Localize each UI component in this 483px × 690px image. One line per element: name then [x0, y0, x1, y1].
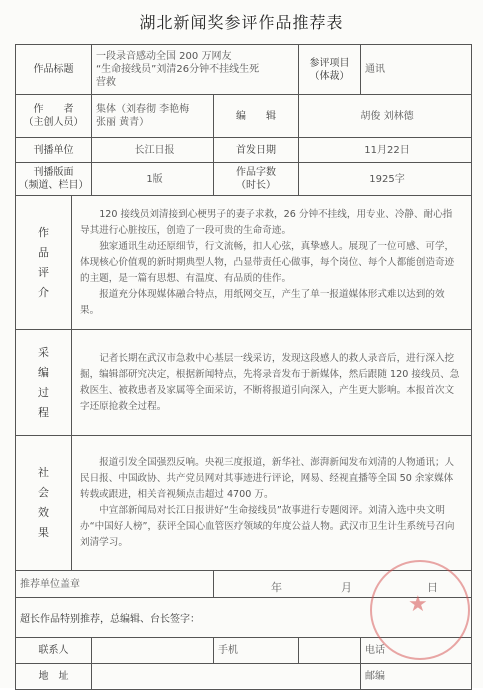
tel-label: 电话: [365, 645, 385, 656]
category-value: 通讯: [361, 45, 472, 95]
publisher-value: 长江日报: [92, 138, 214, 163]
work-title-line1: 一段录音感动全国 200 万网友: [96, 51, 232, 62]
star-icon: ★: [408, 592, 428, 617]
review-label-char: 介: [38, 285, 49, 299]
review-paragraph: 报道充分体现媒体融合特点，用纸网交互，产生了单一报道媒体形式难以达到的效果。: [80, 288, 445, 316]
review-label: [16, 196, 72, 330]
address-field[interactable]: [92, 664, 361, 690]
stamp-date: [214, 571, 472, 598]
category-label-line2: （体裁）: [309, 70, 350, 82]
row-super-long: [16, 598, 472, 638]
tel-label-cell: [361, 638, 472, 664]
stamp-day: 日: [427, 581, 438, 594]
row-publisher: [16, 138, 472, 163]
layout-label-line1: 刊播版面: [33, 167, 74, 178]
review-paragraph: 120 接线员刘清接到心梗男子的妻子求救，26 分钟不挂线，用专业、冷静、耐心指导其进行心脏按压，创造了一段可贵的生命奇迹。: [80, 208, 453, 236]
review-label-char: 作: [38, 225, 49, 239]
row-process: [16, 330, 472, 436]
form-title: 湖北新闻奖参评作品推荐表: [139, 13, 344, 32]
word-count-label: [214, 163, 299, 196]
work-title-line3: 营救: [96, 77, 116, 88]
editor-value: 胡俊 刘林德: [299, 95, 472, 138]
author-value-line2: 张丽 黄青）: [96, 117, 150, 128]
effect-paragraph: 报道引发全国强烈反响。央视三度报道，新华社、澎湃新闻发布刘清的人物通讯；人民日报、中国政协、共产党员网对其事迹进行评论，网易、经视直播等全国 50 余家媒体转载或跟进，相关音视频点击超过 4700 万。: [80, 457, 455, 500]
process-label-char: 过: [38, 385, 49, 399]
first-date-label: 首发日期: [214, 138, 299, 163]
super-long-text: 超长作品特别推荐，总编辑、台长签字：: [16, 598, 472, 638]
process-label-char: 程: [38, 405, 49, 419]
phone-field[interactable]: [299, 638, 361, 664]
work-title-label: 作品标题: [16, 45, 92, 95]
contact-person-label: 联系人: [16, 638, 92, 664]
author-value: [92, 95, 214, 138]
effect-label-char: 效: [38, 506, 49, 519]
word-count-label-line1: 作品字数: [236, 167, 276, 178]
contact-person-field[interactable]: [92, 638, 214, 664]
layout-label: [16, 163, 92, 196]
effect-text: [72, 436, 472, 571]
layout-value: 1版: [92, 163, 214, 196]
effect-label-char: 社: [38, 466, 49, 479]
zip-label-cell: [361, 664, 472, 690]
effect-label-char: 果: [38, 526, 49, 539]
process-label: [16, 330, 72, 436]
publisher-label: 刊播单位: [16, 138, 92, 163]
review-text: [72, 196, 472, 330]
effect-paragraph: 中宣部新闻局对长江日报讲好“生命接线员”故事进行专题阅评。刘清入选中央文明办“中国好人榜”，获评全国心血管医疗领域的年度公益人物。武汉市卫生计生系统号召向刘清学习。: [80, 505, 455, 548]
process-label-char: 采: [38, 345, 49, 359]
first-date-value: 11月22日: [299, 138, 472, 163]
effect-label: [16, 436, 72, 571]
zip-label: 邮编: [365, 671, 385, 682]
editor-label: 编 辑: [214, 95, 299, 138]
author-value-line1: 集体（刘春彻 李艳梅: [96, 104, 190, 115]
form-table: [15, 44, 472, 690]
row-layout: [16, 163, 472, 196]
stamp-month: 月: [341, 581, 352, 594]
row-author: [16, 95, 472, 138]
row-review: [16, 196, 472, 330]
process-text: [72, 330, 472, 436]
address-label: 地 址: [16, 664, 92, 690]
work-title-value: [92, 45, 299, 95]
author-label: [16, 95, 92, 138]
row-effect: [16, 436, 472, 571]
row-address: [16, 664, 472, 690]
word-count-label-line2: （时长）: [236, 180, 276, 191]
category-label-line1: 参评项目: [309, 57, 350, 69]
row-work-title: [16, 45, 472, 95]
word-count-value: 1925字: [299, 163, 472, 196]
work-title-line2: “生命接线员”刘清26分钟不挂线生死: [96, 64, 260, 75]
process-paragraph: 记者长期在武汉市急救中心基层一线采访，发现这段感人的救人录音后，进行深入挖掘，编辑部研究决定，根据新闻特点，先将录音发布于新媒体，然后跟随 120 接线员、急救医生、被救患者及家属等全面采访，不断将报道引向深入，产生更大影响。本报首次文字还原抢救全过程。: [80, 352, 460, 412]
category-label: [299, 45, 361, 95]
layout-label-line2: （频道、栏目）: [18, 180, 89, 191]
effect-label-char: 会: [38, 486, 49, 499]
stamp-label: 推荐单位盖章: [16, 571, 214, 598]
process-label-char: 编: [38, 365, 49, 379]
row-stamp: [16, 571, 472, 598]
review-paragraph: 独家通讯生动还原细节，行文流畅，扣人心弦，真挚感人。展现了一位可感、可学，体现核心价值观的新时期典型人物，凸显带责任心做事，每个岗位、每个人都能创造奇迹的主题，是一篇有思想、有温度、有品质的佳作。: [80, 240, 455, 284]
author-label-line2: （主创人员）: [23, 117, 84, 128]
phone-label: 手机: [214, 638, 299, 664]
row-contact: [16, 638, 472, 664]
stamp-year: 年: [271, 581, 282, 594]
author-label-line1: 作 者: [33, 104, 74, 115]
review-label-char: 评: [38, 265, 49, 279]
review-label-char: 品: [38, 245, 49, 259]
